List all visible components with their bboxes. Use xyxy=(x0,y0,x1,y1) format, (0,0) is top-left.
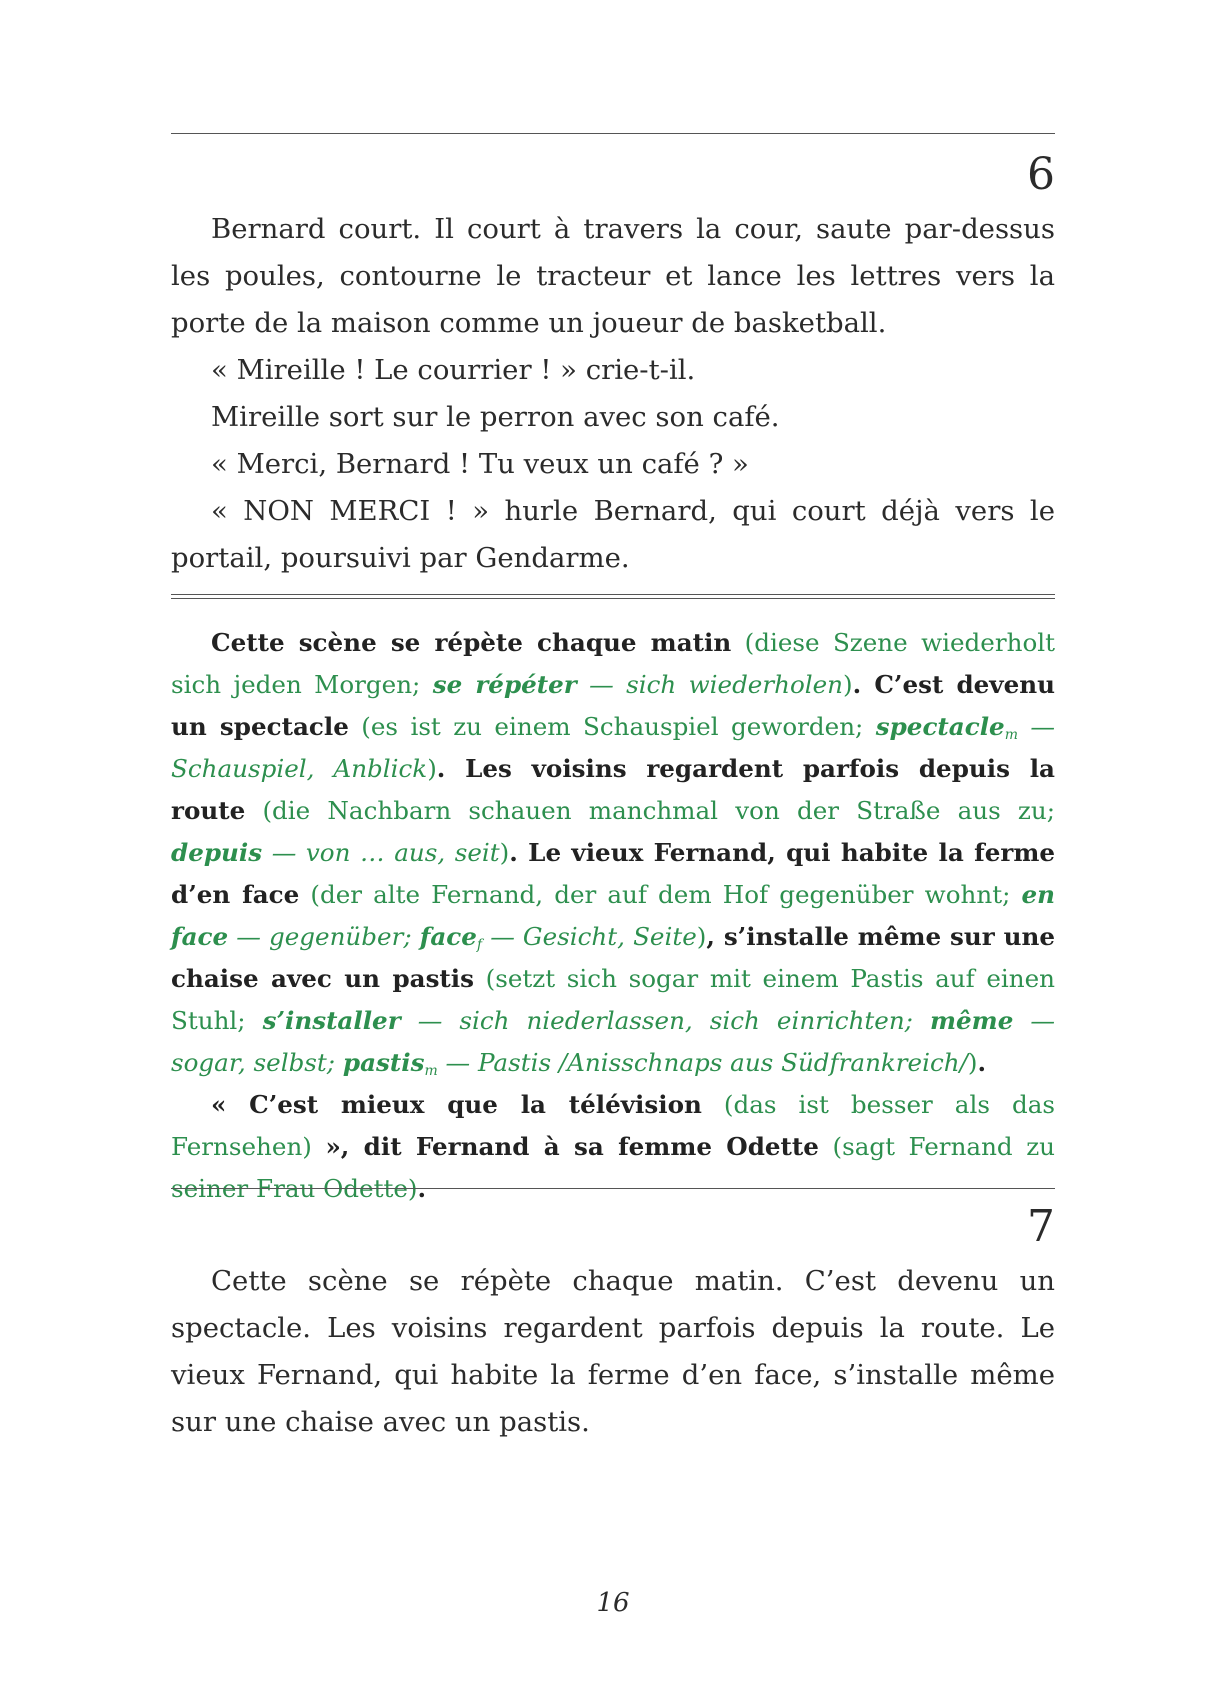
french-phrase: . Le vieux Fernand, qui habite la ferme d’en face xyxy=(171,838,1055,909)
gloss-paragraph xyxy=(171,1084,1055,1210)
sentence-end: . xyxy=(417,1174,427,1203)
section-7-text xyxy=(171,1258,1055,1446)
german-gloss: (es ist zu einem Schauspiel geworden; spectacle$_m$ — Schauspiel, Anblick) xyxy=(171,712,1055,783)
sentence-end: . xyxy=(977,1048,987,1077)
section-number-6: 6 xyxy=(1027,149,1055,200)
page-number: 16 xyxy=(596,1588,630,1618)
paragraph: « Merci, Bernard ! Tu veux un café ? » xyxy=(211,448,749,480)
gloss-paragraph xyxy=(171,622,1055,1084)
section-rule xyxy=(171,1188,1055,1189)
section-number-7: 7 xyxy=(1027,1201,1055,1252)
paragraph: « NON MERCI ! » hurle Bernard, qui court déjà vers le portail, poursuivi par Gendarme. xyxy=(171,495,1055,574)
annotated-text xyxy=(171,622,1055,1210)
german-gloss: (die Nachbarn schauen manchmal von der Straße aus zu; depuis — von … aus, seit) xyxy=(171,796,1055,867)
german-gloss: (setzt sich sogar mit einem Pastis auf einen Stuhl; s’installer — sich niederlassen, sich einrichten; même — sogar, selbst; pastis$_m$ — Pastis /Anisschnaps aus Südfrankreich/) xyxy=(171,964,1056,1079)
french-phrase: Cette scène se répète chaque matin xyxy=(211,628,732,657)
german-gloss: (der alte Fernand, der auf dem Hof gegenüber wohnt; en face — gegenüber; face$_f$ — Gesicht, Seite) xyxy=(171,880,1055,953)
paragraph: Cette scène se répète chaque matin. C’est devenu un spectacle. Les voisins regardent parfois depuis la route. Le vieux Fernand, qui habite la ferme d’en face, s’installe même sur une chaise avec un pastis. xyxy=(171,1265,1055,1438)
paragraph: « Mireille ! Le courrier ! » crie-t-il. xyxy=(211,354,696,386)
double-rule xyxy=(171,594,1055,599)
german-gloss: (das ist besser als das Fernsehen) xyxy=(171,1090,1055,1161)
section-rule-top xyxy=(171,133,1055,134)
german-gloss: (sagt Fernand zu seiner Frau Odette) xyxy=(171,1132,1055,1203)
german-gloss: (diese Szene wiederholt sich jeden Morgen; se répéter — sich wiederholen) xyxy=(171,628,1055,699)
french-phrase: , s’installe même sur une chaise avec un pastis xyxy=(171,922,1055,993)
french-phrase: . Les voisins regardent parfois depuis la route xyxy=(171,754,1055,825)
paragraph: Mireille sort sur le perron avec son café. xyxy=(211,401,780,433)
paragraph: Bernard court. Il court à travers la cour, saute par-dessus les poules, contourne le tracteur et lance les lettres vers la porte de la maison comme un joueur de basketball. xyxy=(171,213,1055,339)
french-phrase: . C’est devenu un spectacle xyxy=(171,670,1055,741)
section-6-text xyxy=(171,206,1055,582)
french-phrase: « C’est mieux que la télévision xyxy=(211,1090,702,1119)
french-phrase: », dit Fernand à sa femme Odette xyxy=(325,1132,819,1161)
